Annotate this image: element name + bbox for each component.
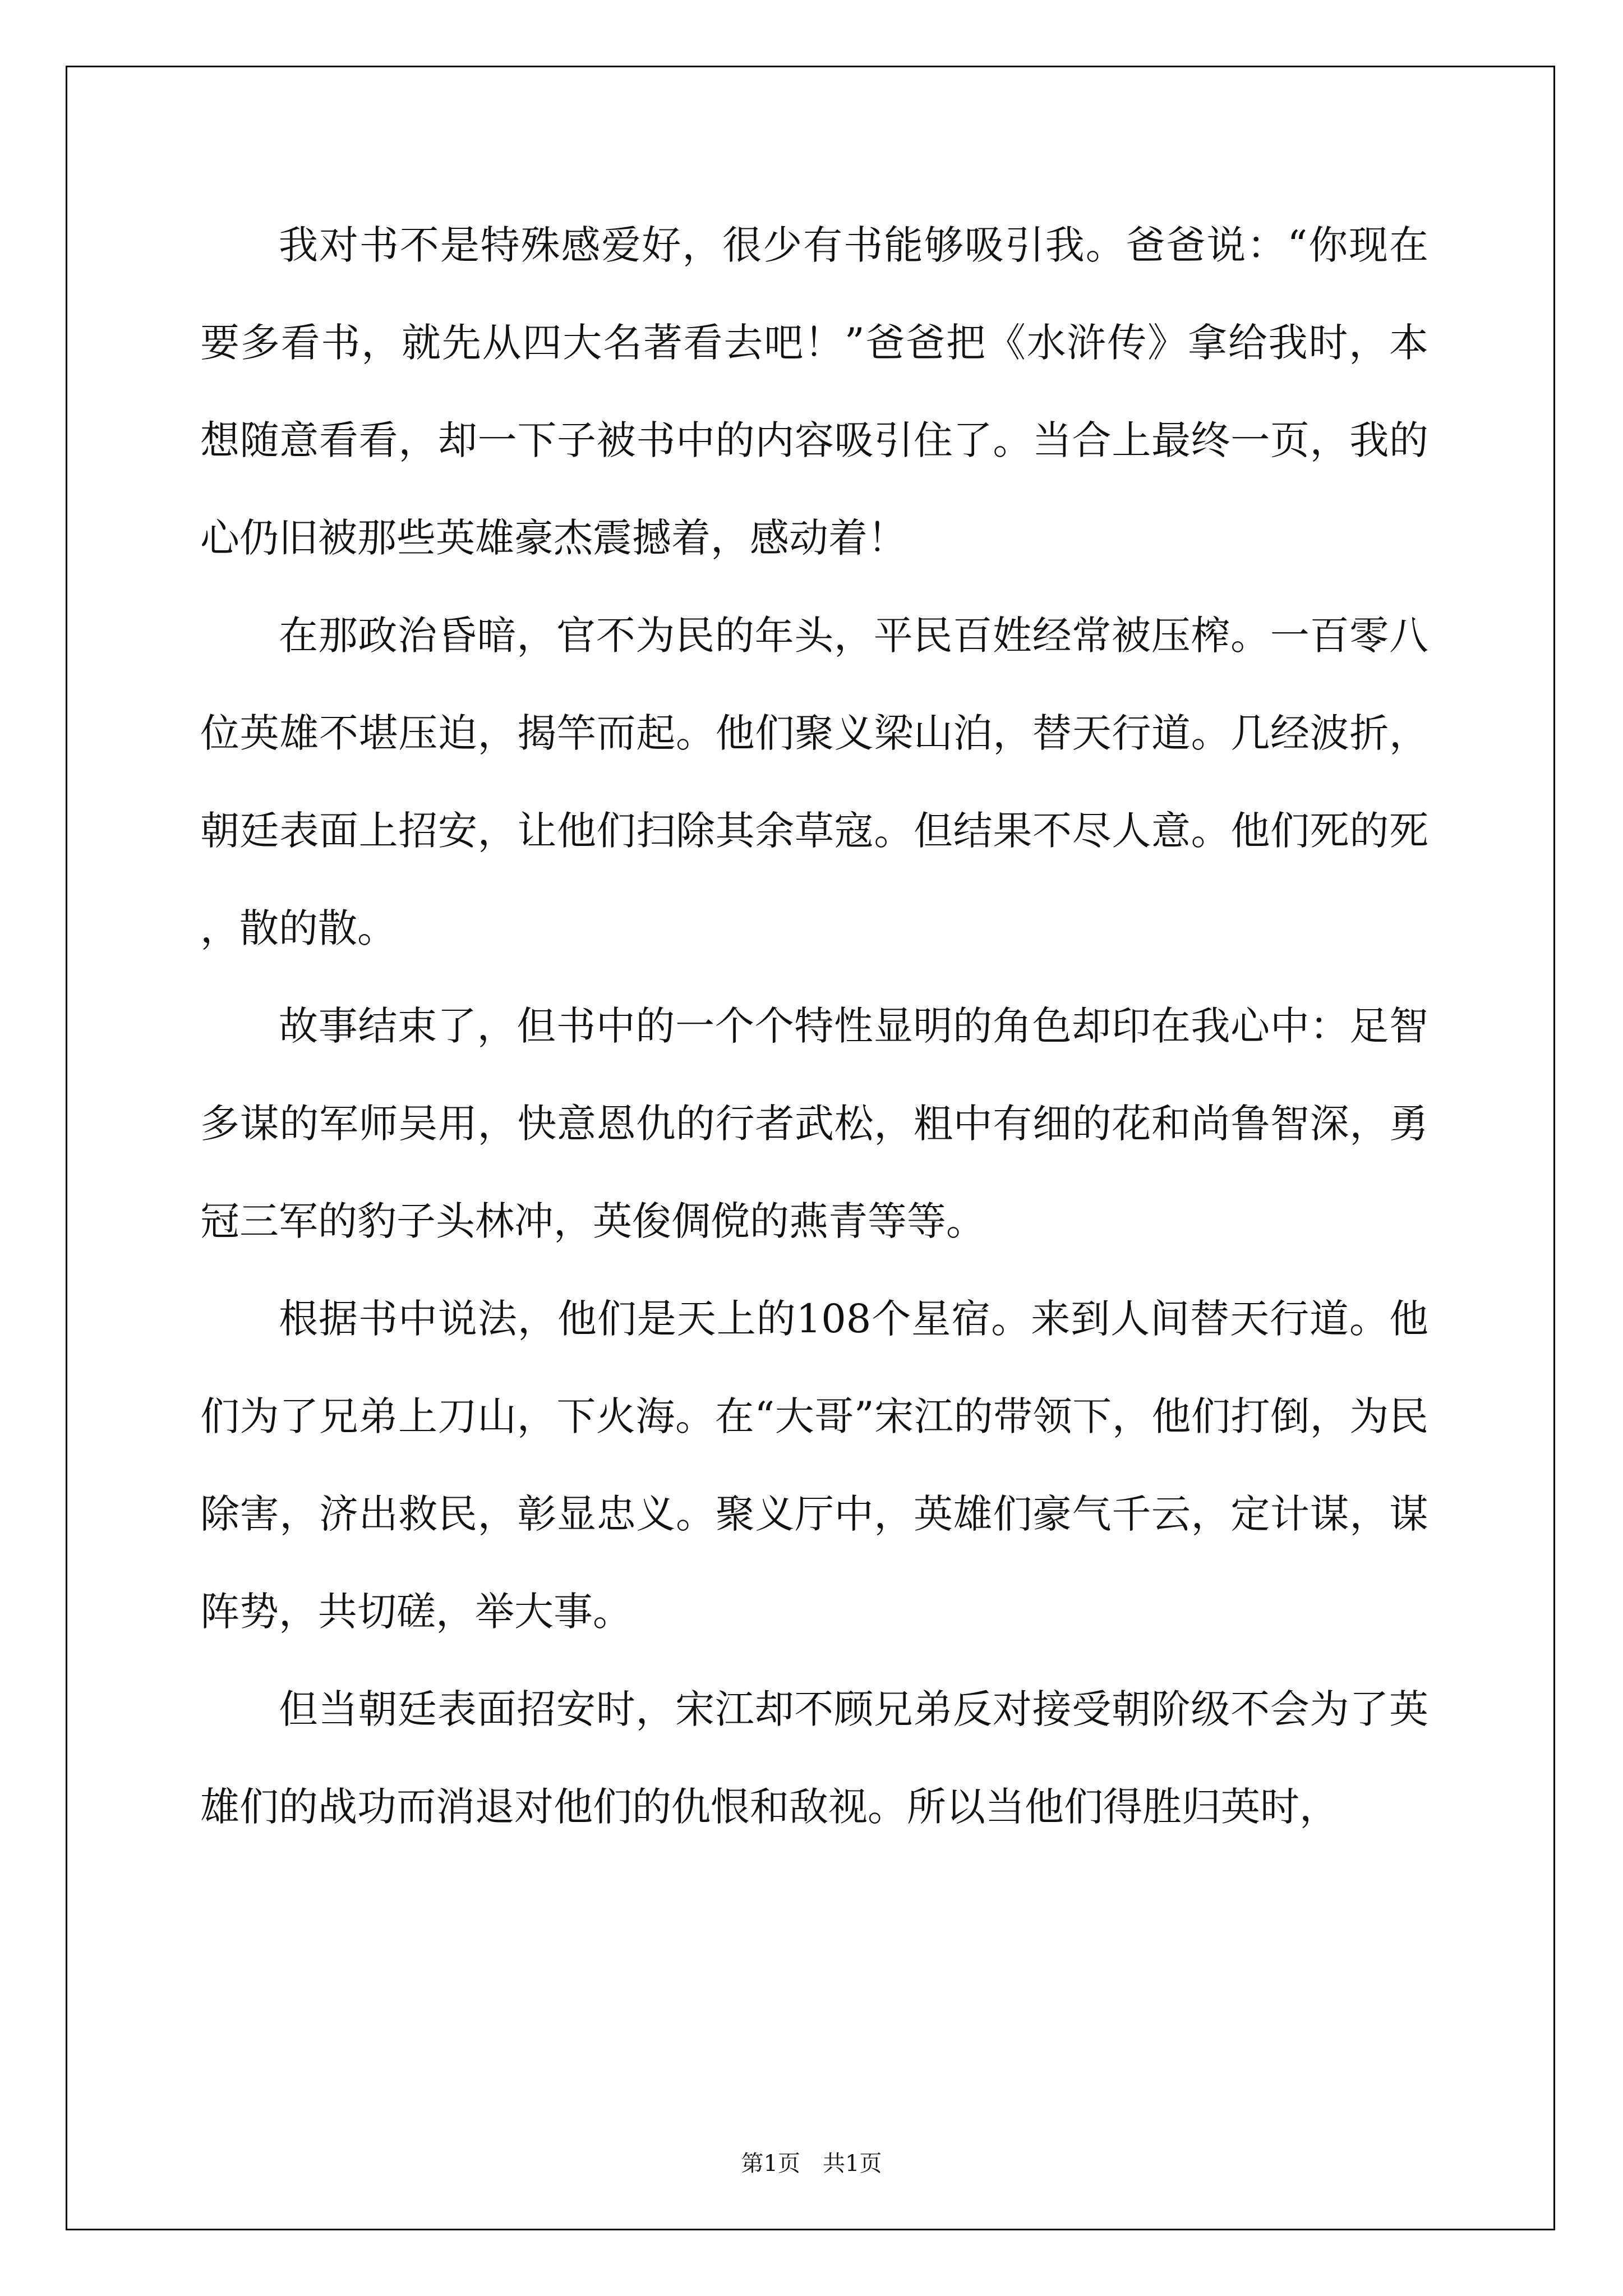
document-body <box>200 196 1428 1856</box>
page-number-total: 共1页 <box>823 2151 882 2177</box>
paragraph: 根据书中说法，他们是天上的108个星宿。来到人间替天行道。他们为了兄弟上刀山，下火海。在“大哥”宋江的带领下，他们打倒，为民除害，济出救民，彰显忠义。聚义厅中，英雄们豪气千云，定计谋，谋阵势，共切磋，举大事。 <box>200 1296 1428 1635</box>
paragraph: 但当朝廷表面招安时，宋江却不顾兄弟反对接受朝阶级不会为了英雄们的战功而消退对他们的仇恨和敌视。所以当他们得胜归英时， <box>200 1686 1428 1830</box>
page-footer <box>0 2150 1623 2178</box>
paragraph: 故事结束了，但书中的一个个特性显明的角色却印在我心中：足智多谋的军师吴用，快意恩仇的行者武松，粗中有细的花和尚鲁智深，勇冠三军的豹子头林冲，英俊倜傥的燕青等等。 <box>200 1003 1428 1244</box>
paragraph: 我对书不是特殊感爱好，很少有书能够吸引我。爸爸说：“你现在要多看书，就先从四大名著看去吧！”爸爸把《水浒传》拿给我时，本想随意看看，却一下子被书中的内容吸引住了。当合上最终一页，我的心仍旧被那些英雄豪杰震撼着，感动着！ <box>200 222 1428 561</box>
page-number-current: 第1页 <box>741 2151 800 2177</box>
paragraph: 在那政治昏暗，官不为民的年头，平民百姓经常被压榨。一百零八位英雄不堪压迫，揭竿而起。他们聚义梁山泊，替天行道。几经波折，朝廷表面上招安，让他们扫除其余草寇。但结果不尽人意。他们死的死，散的散。 <box>200 613 1428 951</box>
